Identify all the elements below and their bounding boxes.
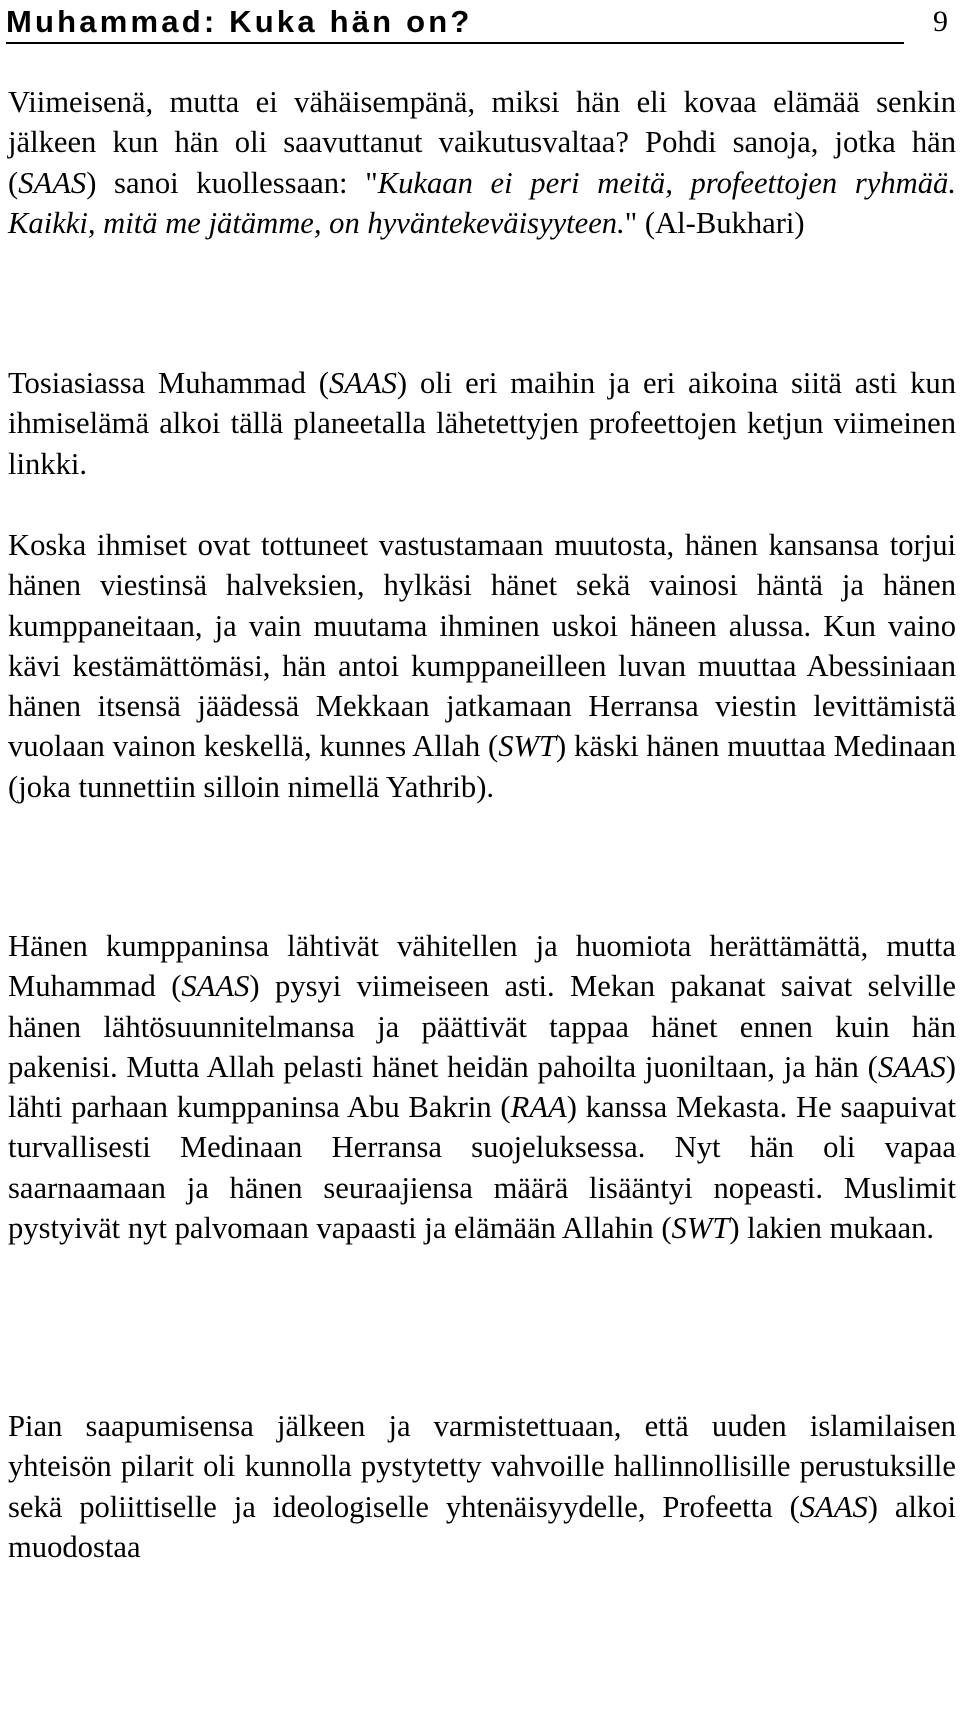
text-run: ) sanoi kuollessaan: " — [86, 165, 378, 200]
italic-run: SAAS — [877, 1049, 946, 1084]
text-run: Viimeisenä, mutta ei vähäisempänä, miksi hän eli kovaa elämää senkin jälkeen kun hän oli saavuttanut vaikutusvaltaa? Pohdi sanoja, jotka hän ( — [8, 85, 956, 200]
paragraph — [8, 1406, 956, 1567]
italic-run: SAAS — [799, 1489, 868, 1524]
paragraph — [8, 525, 956, 807]
italic-run: SAAS — [18, 165, 87, 200]
page-header — [6, 2, 954, 46]
italic-run: SWT — [498, 729, 557, 764]
paragraph — [8, 926, 956, 1248]
italic-run: RAA — [510, 1090, 567, 1124]
page-number: 9 — [933, 5, 948, 38]
text-run: ) kanssa Mekasta. He saapuivat turvallisesti Medinaan Herransa suojeluksessa. Nyt hän oli vapaa saarnaamaan ja hänen seuraajiensa määrä lisääntyi nopeasti. Muslimit pystyivät nyt palvomaan vapaasti ja elämään Allahin ( — [8, 1090, 957, 1245]
text-run: ) pysyi viimeiseen asti. Mekan pakanat saivat selville hänen lähtösuunnitelmansa ja päättivät tappaa hänet ennen kuin hän pakenisi. Mutta Allah pelasti hänet heidän pahoilta juoniltaan, ja hän ( — [8, 969, 956, 1084]
italic-run: Kukaan ei peri meitä, profeettojen ryhmää. Kaikki, mitä me jätämme, on hyväntekeväisyyteen. — [8, 165, 956, 240]
paragraph — [8, 82, 956, 243]
italic-run: SWT — [671, 1210, 730, 1245]
text-run: " (Al-Bukhari) — [624, 205, 805, 240]
text-run: Pian saapumisensa jälkeen ja varmistettuaan, että uuden islamilaisen yhteisön pilarit oli kunnolla pystytetty vahvoille hallinnollisille perustuksille sekä poliittiselle ja ideologiselle yhtenäisyydelle, Profeetta ( — [8, 1409, 956, 1524]
running-title: Muhammad: Kuka hän on? — [6, 4, 473, 39]
text-run: ) alkoi muodostaa — [8, 1489, 956, 1564]
italic-run: SAAS — [181, 969, 250, 1004]
text-run: Koska ihmiset ovat tottuneet vastustamaan muutosta, hänen kansansa torjui hänen viestinsä halveksien, hylkäsi hänet sekä vainosi häntä ja hänen kumppaneitaan, ja vain muutama ihminen uskoi häneen alussa. Kun vaino kävi kestämättömäsi, hän antoi kumppaneilleen luvan muuttaa Abessiniaan hänen itsensä jäädessä Mekkaan jatkamaan Herransa viestin levittämistä vuolaan vainon keskellä, kunnes Allah ( — [8, 528, 956, 764]
text-run: ) käski hänen muuttaa Medinaan (joka tunnettiin silloin nimellä Yathrib). — [8, 729, 956, 804]
text-run: ) oli eri maihin ja eri aikoina siitä asti kun ihmiselämä alkoi tällä planeetalla lähetettyjen profeettojen ketjun viimeinen linkki. — [8, 366, 956, 481]
italic-run: SAAS — [328, 366, 397, 400]
header-rule — [6, 42, 904, 44]
text-run: Tosiasiassa Muhammad ( — [8, 366, 329, 400]
text-run: ) lähti parhaan kumppaninsa Abu Bakrin ( — [8, 1049, 956, 1124]
paragraph — [8, 363, 956, 484]
text-run: Hänen kumppaninsa lähtivät vähitellen ja huomiota herättämättä, mutta Muhammad ( — [8, 929, 956, 1004]
text-run: ) lakien mukaan. — [729, 1210, 935, 1245]
